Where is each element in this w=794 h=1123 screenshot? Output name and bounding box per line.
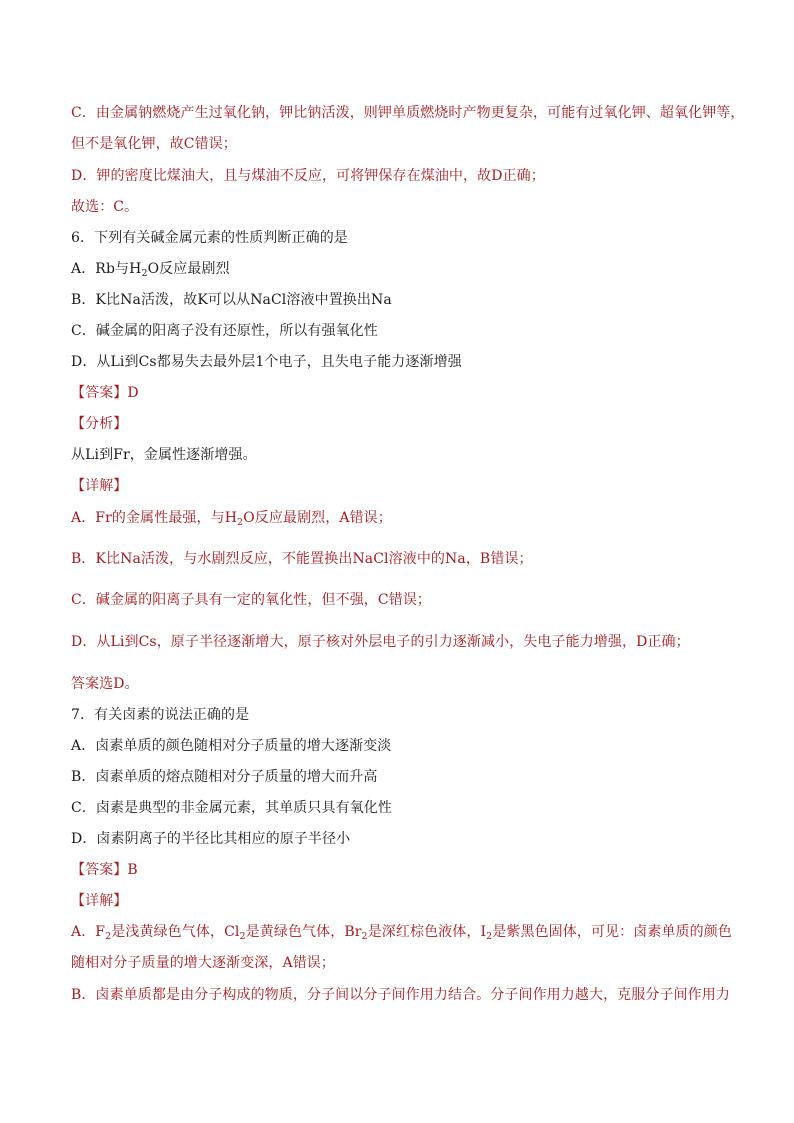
q6-detail-a: A．Fr的金属性最强，与$H_2O$反应最剧烈，A错误； — [71, 510, 392, 528]
q7-detail-a-line1: A．$F_2$是浅黄绿色气体，$Cl_2$是黄绿色气体，$Br_2$是深红棕色液体，$I_2$是紫黑色固体，可见：卤素单质的颜色 — [71, 924, 732, 942]
q5-option-d-explanation: D．钾的密度比煤油大，且与煤油不反应，可将钾保存在煤油中，故D正确； — [71, 168, 545, 184]
answer-value: B — [127, 862, 138, 878]
q6-detail-b: B．K比Na活泼，与水剧烈反应，不能置换出NaCl溶液中的Na，B错误； — [71, 551, 533, 567]
q5-option-c-explanation-line1: C．由金属钠燃烧产生过氧化钠，钾比钠活泼，则钾单质燃烧时产物更复杂，可能有过氧化钾、超氧化钾等， — [71, 105, 745, 121]
q7-option-b: B．卤素单质的熔点随相对分子质量的增大而升高 — [71, 769, 378, 785]
q7-option-c: C．卤素是典型的非金属元素，其单质只具有氧化性 — [71, 800, 393, 816]
q7-stem: 7．有关卤素的说法正确的是 — [71, 707, 250, 723]
q6-conclusion: 答案选D。 — [71, 676, 139, 692]
q7-answer — [71, 860, 138, 880]
q5-conclusion: 故选：C。 — [71, 199, 139, 215]
q6-option-d: D．从Li到Cs都易失去最外层1个电子，且失电子能力逐渐增强 — [71, 354, 462, 370]
q6-detail-d: D．从Li到Cs，原子半径逐渐增大，原子核对外层电子的引力逐渐减小，失电子能力增强，D正确； — [71, 634, 690, 650]
q6-analysis: 从Li到Fr，金属性逐渐增强。 — [71, 447, 257, 463]
q6-analysis-tag: 【分析】 — [71, 416, 128, 432]
q7-option-d: D．卤素阴离子的半径比其相应的原子半径小 — [71, 831, 351, 847]
q6-option-b: B．K比Na活泼，故K可以从NaCl溶液中置换出Na — [71, 292, 392, 308]
q7-detail-b-line1: B．卤素单质都是由分子构成的物质，分子间以分子间作用力结合。分子间作用力越大，克服分子间作用力 — [71, 987, 730, 1003]
q6-stem: 6．下列有关碱金属元素的性质判断正确的是 — [71, 230, 348, 246]
answer-value: D — [127, 385, 139, 401]
q6-option-a: A．Rb与$H_2O$反应最剧烈 — [71, 261, 230, 279]
q6-option-c: C．碱金属的阳离子没有还原性，所以有强氧化性 — [71, 323, 378, 339]
answer-tag: 【答案】 — [71, 385, 128, 401]
q7-option-a: A．卤素单质的颜色随相对分子质量的增大逐渐变淡 — [71, 738, 392, 754]
q6-detail-tag: 【详解】 — [71, 478, 128, 494]
q6-answer — [71, 383, 139, 403]
q5-option-c-explanation-line2: 但不是氧化钾，故C错误； — [71, 136, 237, 152]
q6-detail-c: C．碱金属的阳离子具有一定的氧化性，但不强，C错误； — [71, 592, 432, 608]
q7-detail-tag: 【详解】 — [71, 893, 128, 909]
q7-detail-a-line2: 随相对分子质量的增大逐渐变深，A错误； — [71, 955, 336, 971]
answer-tag: 【答案】 — [71, 862, 128, 878]
